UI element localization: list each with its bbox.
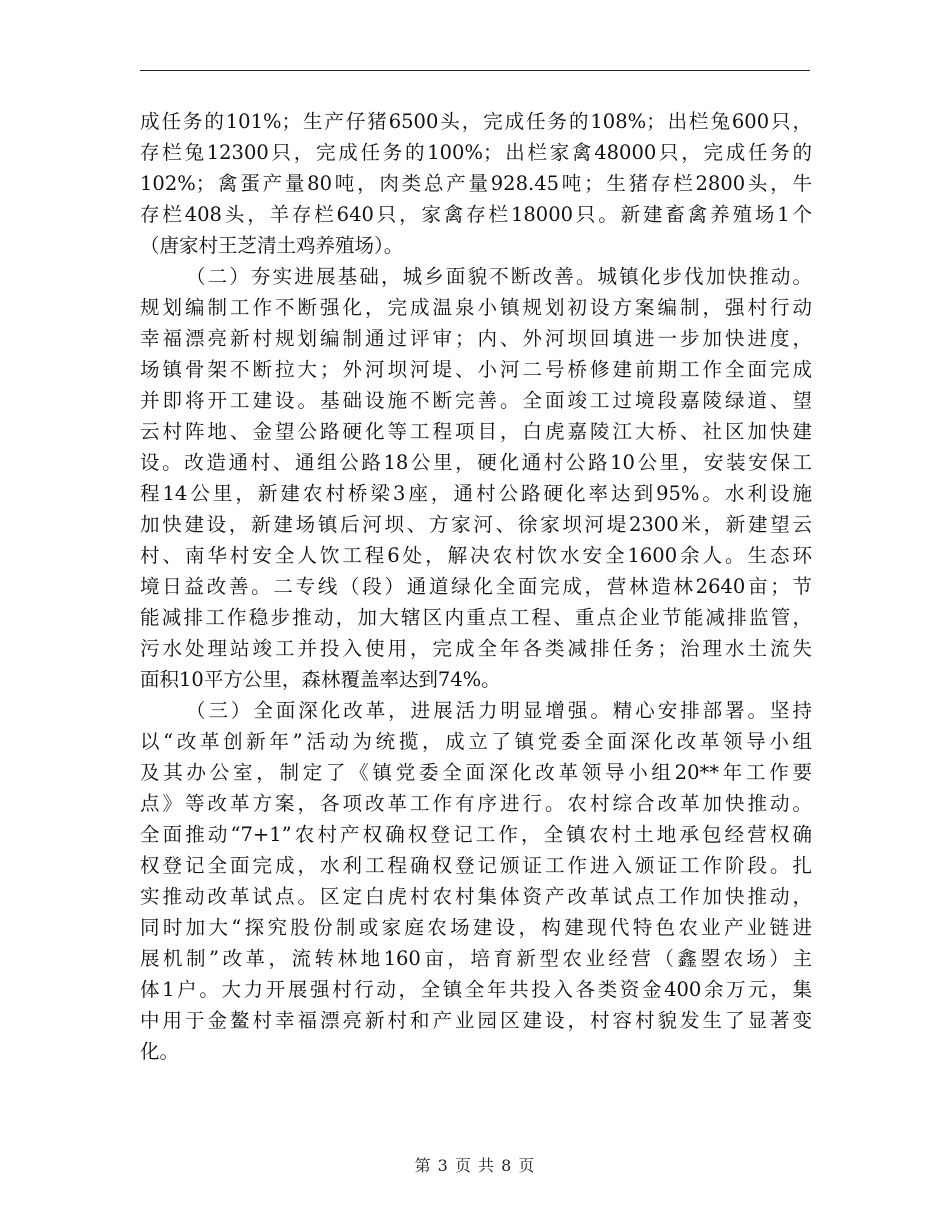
text-line: 加快建设，新建场镇后河坝、方家河、徐家坝河堤2300米，新建望云	[140, 513, 812, 536]
text-line: 程14公里，新建农村桥梁3座，通村公路硬化率达到95%。水利设施	[140, 482, 812, 505]
text-line: 中用于金鳌村幸福漂亮新村和产业园区建设，村容村貌发生了显著变	[140, 1009, 812, 1032]
section-heading-line: （三）全面深化改革，进展活力明显增强。精心安排部署。坚持	[186, 699, 812, 722]
text-line: 成任务的101%；生产仔猪6500头，完成任务的108%；出栏兔600只，	[140, 110, 812, 133]
text-line: 以“改革创新年”活动为统揽，成立了镇党委全面深化改革领导小组	[140, 730, 812, 753]
text-line: 展机制”改革，流转林地160亩，培育新型农业经营（鑫曌农场）主	[140, 947, 812, 970]
text-line: 面积10平方公里，森林覆盖率达到74%。	[140, 668, 501, 691]
text-line: 云村阵地、金望公路硬化等工程项目，白虎嘉陵江大桥、社区加快建	[140, 420, 812, 443]
header-rule	[140, 70, 810, 71]
text-line: 全面推动“7+1”农村产权确权登记工作，全镇农村土地承包经营权确	[140, 823, 812, 846]
text-line: 权登记全面完成，水利工程确权登记颁证工作进入颁证工作阶段。扎	[140, 854, 812, 877]
text-line: 能减排工作稳步推动，加大辖区内重点工程、重点企业节能减排监管，	[140, 606, 812, 629]
text-line: 村、南华村安全人饮工程6处，解决农村饮水安全1600余人。生态环	[140, 544, 812, 567]
text-line: 污水处理站竣工并投入使用，完成全年各类减排任务；治理水土流失	[140, 637, 812, 660]
page-number-footer: 第 3 页 共 8 页	[414, 1156, 536, 1175]
text-line: 存栏408头，羊存栏640只，家禽存栏18000只。新建畜禽养殖场1个	[140, 203, 812, 226]
text-line: 存栏兔12300只，完成任务的100%；出栏家禽48000只，完成任务的	[140, 141, 812, 164]
text-line: 102%；禽蛋产量80吨，肉类总产量928.45吨；生猪存栏2800头，牛	[140, 172, 812, 195]
text-line: 并即将开工建设。基础设施不断完善。全面竣工过境段嘉陵绿道、望	[140, 389, 812, 412]
text-line: 体1户。大力开展强村行动，全镇全年共投入各类资金400余万元，集	[140, 978, 812, 1001]
text-line: 规划编制工作不断强化，完成温泉小镇规划初设方案编制，强村行动	[140, 296, 812, 319]
text-line: 点》等改革方案，各项改革工作有序进行。农村综合改革加快推动。	[140, 792, 812, 815]
section-heading-line: （二）夯实进展基础，城乡面貌不断改善。城镇化步伐加快推动。	[186, 265, 812, 288]
body-text	[140, 106, 812, 1067]
text-line: 同时加大“探究股份制或家庭农场建设，构建现代特色农业产业链进	[140, 916, 812, 939]
text-line: 设。改造通村、通组公路18公里，硬化通村公路10公里，安装安保工	[140, 451, 812, 474]
text-line: （唐家村王芝清土鸡养殖场）。	[140, 234, 404, 257]
text-line: 场镇骨架不断拉大；外河坝河堤、小河二号桥修建前期工作全面完成	[140, 358, 812, 381]
text-line: 幸福漂亮新村规划编制通过评审；内、外河坝回填进一步加快进度，	[140, 327, 812, 350]
text-line: 实推动改革试点。区定白虎村农村集体资产改革试点工作加快推动，	[140, 885, 812, 908]
text-line: 境日益改善。二专线（段）通道绿化全面完成，营林造林2640亩；节	[140, 575, 812, 598]
text-line: 及其办公室，制定了《镇党委全面深化改革领导小组20**年工作要	[140, 761, 812, 784]
text-line: 化。	[140, 1040, 180, 1063]
